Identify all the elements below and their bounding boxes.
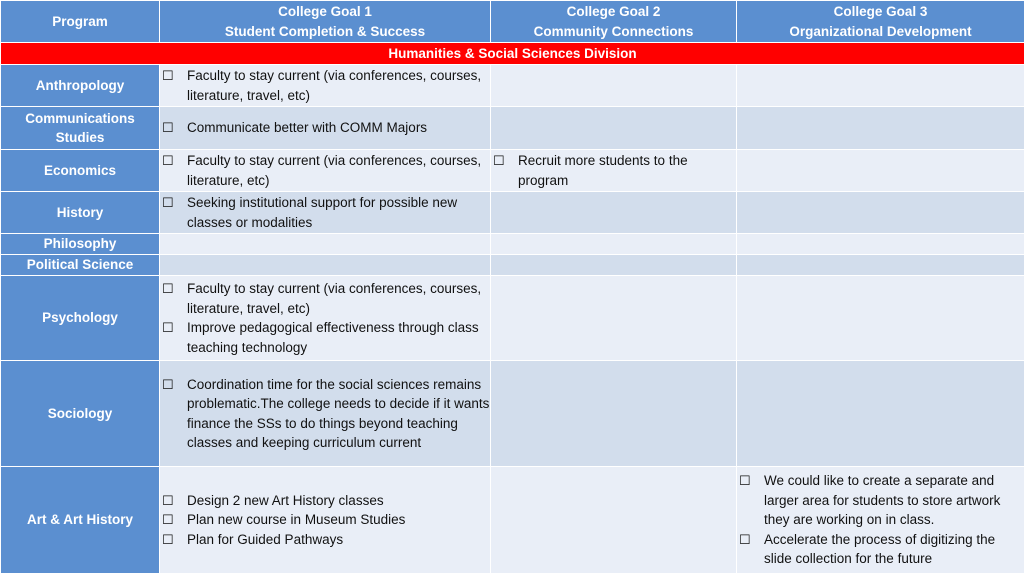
goal-1-cell xyxy=(160,65,491,107)
goal-item-text: Seeking institutional support for possible new classes or modalities xyxy=(187,195,458,230)
goal-1-title: College Goal 1 xyxy=(278,4,372,19)
goal-item xyxy=(160,530,490,550)
goal-2-cell xyxy=(491,65,737,107)
program-column-header: Program xyxy=(1,1,160,43)
goal-2-cell xyxy=(491,361,737,467)
table-row xyxy=(1,361,1024,467)
checkbox-icon: ☐ xyxy=(162,376,174,392)
program-name: History xyxy=(1,192,160,234)
goal-item xyxy=(160,118,490,138)
goal-3-column-header xyxy=(737,1,1024,43)
goal-item-text: Faculty to stay current (via conferences, courses, literature, travel, etc) xyxy=(187,68,482,103)
goal-item xyxy=(160,491,490,511)
goal-3-subtitle: Organizational Development xyxy=(789,23,972,39)
goal-item-text: Accelerate the process of digitizing the slide collection for the future xyxy=(764,531,996,567)
goal-item xyxy=(160,151,490,190)
goal-item-list xyxy=(160,193,490,232)
goal-item-list xyxy=(491,151,736,190)
program-name: Sociology xyxy=(1,361,160,467)
program-name: Psychology xyxy=(1,276,160,361)
goal-1-cell xyxy=(160,234,491,255)
goal-item xyxy=(160,193,490,232)
goal-item-text: Faculty to stay current (via conferences, courses, literature, etc) xyxy=(187,153,482,188)
table-row xyxy=(1,255,1024,276)
goal-2-cell xyxy=(491,234,737,255)
table-row xyxy=(1,107,1024,150)
goal-3-title: College Goal 3 xyxy=(833,4,928,19)
goal-3-cell xyxy=(737,467,1024,574)
goal-1-cell xyxy=(160,192,491,234)
checkbox-icon: ☐ xyxy=(162,492,174,508)
goal-item xyxy=(737,471,1024,530)
program-name: Economics xyxy=(1,150,160,192)
goal-item-text: Design 2 new Art History classes xyxy=(187,492,384,508)
goal-item-text: Recruit more students to the program xyxy=(518,153,688,188)
goal-1-cell xyxy=(160,150,491,192)
table-row xyxy=(1,276,1024,361)
goal-1-subtitle: Student Completion & Success xyxy=(224,23,426,39)
goal-item-text: Coordination time for the social sciences remains problematic.The college needs to decide if it wants finance the SSs to do things beyond teaching classes and keeping curriculum current xyxy=(187,376,490,450)
goal-item-text: Communicate better with COMM Majors xyxy=(187,120,428,136)
checkbox-icon: ☐ xyxy=(162,195,174,210)
goal-3-cell xyxy=(737,276,1024,361)
goal-item-list xyxy=(160,491,490,550)
program-name: Political Science xyxy=(1,255,160,276)
checkbox-icon: ☐ xyxy=(739,473,751,489)
goal-item-text: Plan for Guided Pathways xyxy=(187,531,344,547)
table-row xyxy=(1,192,1024,234)
program-name: Art & Art History xyxy=(1,467,160,574)
goal-1-cell xyxy=(160,107,491,150)
goal-item-text: We could like to create a separate and larger area for students to store artwork they are working on in class. xyxy=(764,473,1001,528)
goal-item-text: Plan new course in Museum Studies xyxy=(187,512,406,528)
goal-item-list xyxy=(160,279,490,357)
checkbox-icon: ☐ xyxy=(162,68,174,83)
goal-1-cell xyxy=(160,276,491,361)
goal-2-cell xyxy=(491,192,737,234)
goal-item-list xyxy=(160,375,490,453)
goal-1-cell xyxy=(160,467,491,574)
table-row xyxy=(1,150,1024,192)
checkbox-icon: ☐ xyxy=(162,320,174,335)
goal-item xyxy=(160,279,490,318)
table-row xyxy=(1,234,1024,255)
checkbox-icon: ☐ xyxy=(162,512,174,528)
checkbox-icon: ☐ xyxy=(739,531,751,547)
goal-item xyxy=(737,530,1024,569)
goal-item xyxy=(491,151,736,190)
goal-2-cell xyxy=(491,150,737,192)
goal-item xyxy=(160,66,490,105)
checkbox-icon: ☐ xyxy=(162,120,174,136)
goal-3-cell xyxy=(737,234,1024,255)
checkbox-icon: ☐ xyxy=(162,153,174,168)
goal-item-list xyxy=(160,151,490,190)
goal-1-cell xyxy=(160,255,491,276)
program-name: Philosophy xyxy=(1,234,160,255)
checkbox-icon: ☐ xyxy=(162,531,174,547)
goal-2-cell xyxy=(491,255,737,276)
goal-3-cell xyxy=(737,361,1024,467)
program-name: Anthropology xyxy=(1,65,160,107)
division-title: Humanities & Social Sciences Division xyxy=(1,43,1024,65)
goal-item-text: Improve pedagogical effectiveness through class teaching technology xyxy=(187,320,479,355)
goal-item-text: Faculty to stay current (via conferences, courses, literature, travel, etc) xyxy=(187,281,482,316)
goal-1-column-header xyxy=(160,1,491,43)
division-row xyxy=(1,43,1024,65)
goal-3-cell xyxy=(737,192,1024,234)
checkbox-icon: ☐ xyxy=(162,281,174,296)
goal-item xyxy=(160,318,490,357)
table-row xyxy=(1,467,1024,574)
goal-2-cell xyxy=(491,107,737,150)
goal-1-cell xyxy=(160,361,491,467)
program-name: Communications Studies xyxy=(1,107,160,150)
goal-3-cell xyxy=(737,255,1024,276)
table-row xyxy=(1,65,1024,107)
goal-3-cell xyxy=(737,65,1024,107)
goal-3-cell xyxy=(737,150,1024,192)
goal-2-cell xyxy=(491,276,737,361)
goal-2-column-header xyxy=(491,1,737,43)
goal-item xyxy=(160,510,490,530)
goal-item-list xyxy=(160,66,490,105)
goal-2-title: College Goal 2 xyxy=(566,4,661,19)
header-row xyxy=(1,1,1024,43)
goal-item-list xyxy=(737,471,1024,569)
goal-3-cell xyxy=(737,107,1024,150)
goal-item xyxy=(160,375,490,453)
goal-2-cell xyxy=(491,467,737,574)
checkbox-icon: ☐ xyxy=(493,153,505,168)
goal-item-list xyxy=(160,118,490,138)
goal-2-subtitle: Community Connections xyxy=(533,23,694,39)
